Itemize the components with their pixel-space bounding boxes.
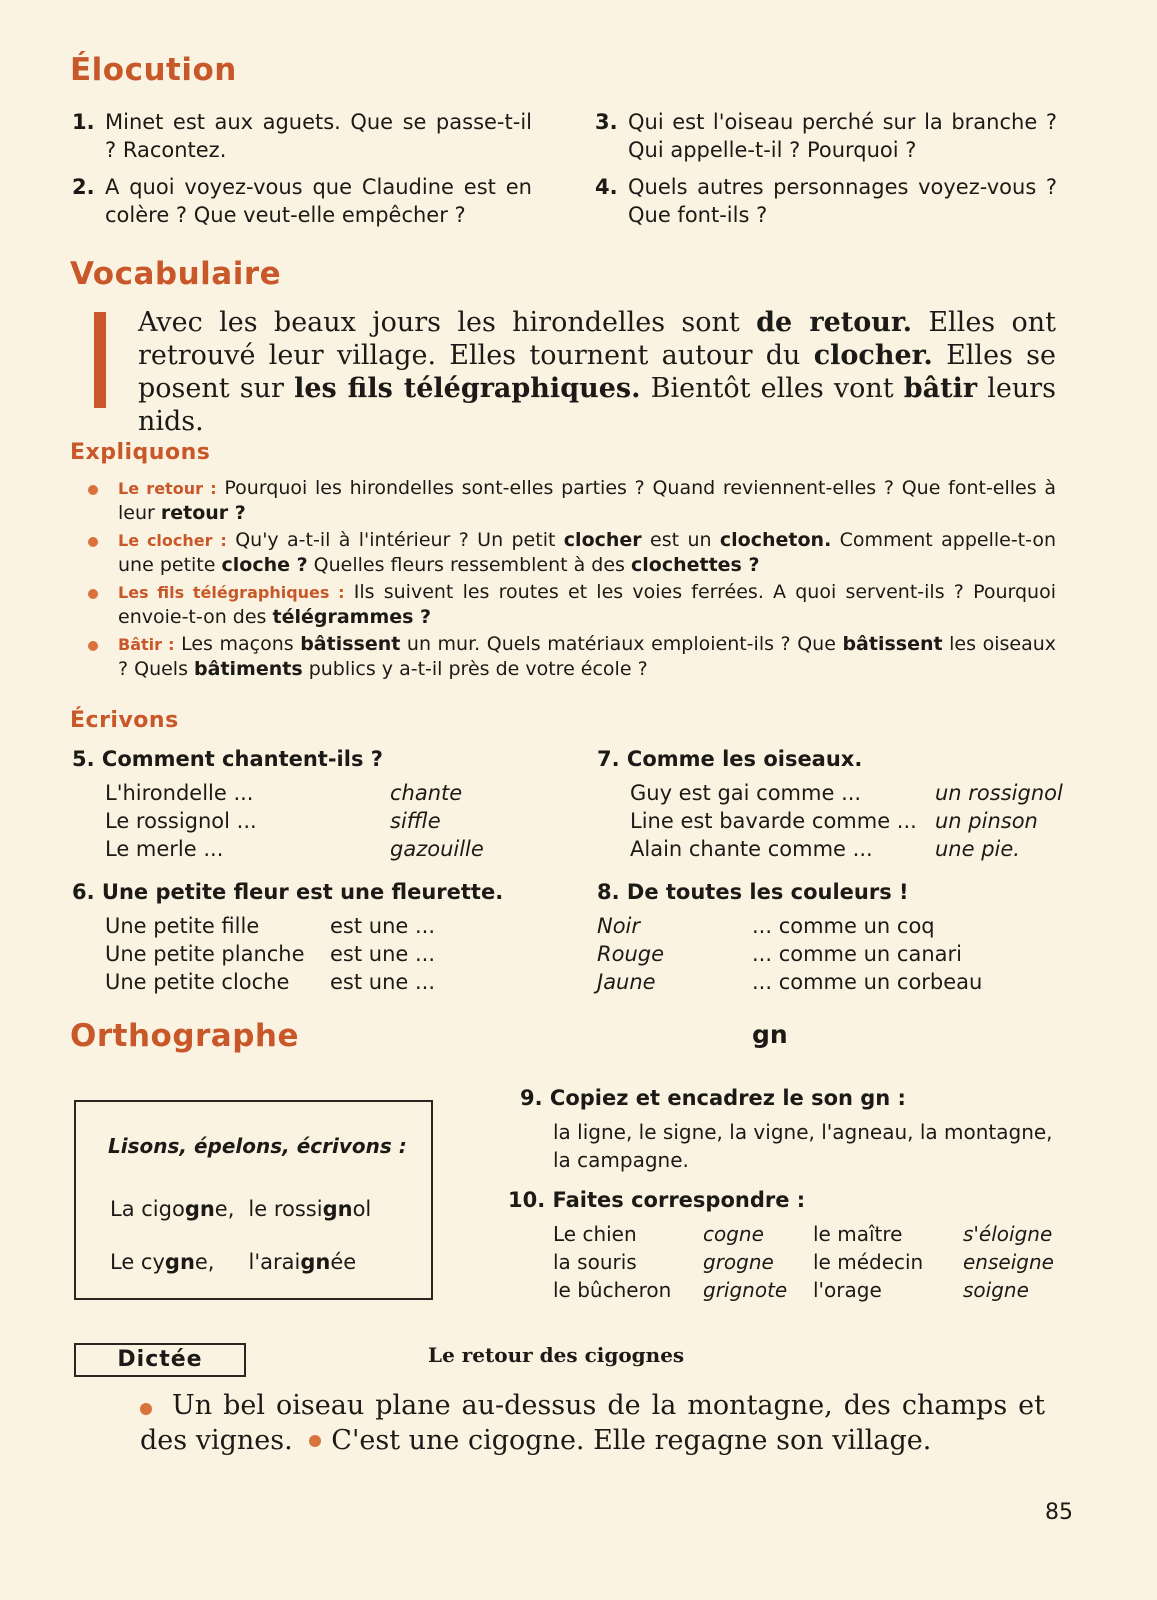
ex10-c4-3: soigne bbox=[963, 1278, 1029, 1302]
bullet-icon bbox=[309, 1435, 321, 1447]
box-title: Lisons, épelons, écrivons : bbox=[108, 1134, 407, 1158]
exercise-5-title: 5. Comment chantent-ils ? bbox=[72, 747, 383, 771]
ex7-right-3: une pie. bbox=[935, 837, 1020, 861]
dictee-label: Dictée bbox=[74, 1343, 246, 1377]
question-2: 2. A quoi voyez-vous que Claudine est en colère ? Que veut-elle empêcher ? bbox=[72, 175, 532, 227]
ex8-left-3: Jaune bbox=[597, 970, 656, 994]
ex10-c4-1: s'éloigne bbox=[963, 1222, 1053, 1246]
ex5-left-1: L'hirondelle ... bbox=[105, 781, 254, 805]
ex5-right-3: gazouille bbox=[390, 837, 484, 861]
expliquons-item-retour: Le retour : Pourquoi les hirondelles sont-elles parties ? Quand reviennent-elles ? Que font-elles à leur retour ? bbox=[118, 477, 1057, 524]
bullet-icon bbox=[88, 485, 98, 495]
ex6-right-1: est une ... bbox=[330, 914, 436, 938]
reading-box bbox=[74, 1100, 433, 1300]
ecrivons-title: Écrivons bbox=[70, 708, 179, 733]
accent-bar bbox=[94, 312, 106, 408]
dictee-title: Le retour des cigognes bbox=[428, 1343, 685, 1367]
question-3: 3. Qui est l'oiseau perché sur la branche ? Qui appelle-t-il ? Pourquoi ? bbox=[595, 110, 1057, 162]
ex6-right-3: est une ... bbox=[330, 970, 436, 994]
exercise-10-title: 10. Faites correspondre : bbox=[508, 1188, 806, 1212]
orthographe-title: Orthographe bbox=[70, 1018, 300, 1054]
ex6-left-1: Une petite fille bbox=[105, 914, 260, 938]
box-row-1: La cigogne, le rossignol bbox=[110, 1197, 372, 1221]
exercise-6-title: 6. Une petite fleur est une fleurette. bbox=[72, 880, 504, 904]
ex10-c1-2: la souris bbox=[553, 1250, 637, 1274]
question-4: 4. Quels autres personnages voyez-vous ? Que font-ils ? bbox=[595, 175, 1057, 227]
ex7-left-1: Guy est gai comme ... bbox=[630, 781, 862, 805]
ex7-left-3: Alain chante comme ... bbox=[630, 837, 873, 861]
ex10-c1-3: le bûcheron bbox=[553, 1278, 672, 1302]
ex10-c1-1: Le chien bbox=[553, 1222, 637, 1246]
ex7-left-2: Line est bavarde comme ... bbox=[630, 809, 917, 833]
ex8-right-3: ... comme un corbeau bbox=[752, 970, 983, 994]
exercise-8-title: 8. De toutes les couleurs ! bbox=[597, 880, 909, 904]
bullet-icon bbox=[88, 537, 98, 547]
exercise-7-title: 7. Comme les oiseaux. bbox=[597, 747, 863, 771]
ex10-c2-3: grignote bbox=[703, 1278, 788, 1302]
vocabulaire-text: Avec les beaux jours les hirondelles sont de retour. Elles ont retrouvé leur village. Elles tournent autour du clocher. Elles se posent sur les fils télégraphiques. Bientôt elles vont bâtir leurs nids. bbox=[138, 307, 1056, 437]
expliquons-item-batir: Bâtir : Les maçons bâtissent un mur. Quels matériaux emploient-ils ? Que bâtissent les oiseaux ? Quels bâtiments publics y a-t-il près de votre école ? bbox=[118, 633, 1057, 680]
elocution-title: Élocution bbox=[70, 52, 237, 88]
ex5-right-2: siffle bbox=[390, 809, 441, 833]
ex7-right-2: un pinson bbox=[935, 809, 1038, 833]
ex10-c2-2: grogne bbox=[703, 1250, 774, 1274]
ex6-left-2: Une petite planche bbox=[105, 942, 305, 966]
ex8-right-1: ... comme un coq bbox=[752, 914, 935, 938]
ex8-left-2: Rouge bbox=[597, 942, 664, 966]
vocabulaire-title: Vocabulaire bbox=[70, 256, 282, 292]
ex5-left-2: Le rossignol ... bbox=[105, 809, 257, 833]
expliquons-item-clocher: Le clocher : Qu'y a-t-il à l'intérieur ? Un petit clocher est un clocheton. Comment appelle-t-on une petite cloche ? Quelles fleurs ressemblent à des clochettes ? bbox=[118, 529, 1057, 576]
ex7-right-1: un rossignol bbox=[935, 781, 1063, 805]
ex10-c4-2: enseigne bbox=[963, 1250, 1054, 1274]
sound-label: gn bbox=[752, 1020, 788, 1049]
exercise-9-title: 9. Copiez et encadrez le son gn : bbox=[520, 1086, 906, 1110]
ex5-right-1: chante bbox=[390, 781, 463, 805]
ex10-c3-1: le maître bbox=[813, 1222, 903, 1246]
box-row-2: Le cygne, l'araignée bbox=[110, 1250, 357, 1274]
exercise-9-text: la ligne, le signe, la vigne, l'agneau, la montagne, la campagne. bbox=[553, 1120, 1053, 1172]
bullet-icon bbox=[88, 641, 98, 651]
expliquons-title: Expliquons bbox=[70, 440, 211, 465]
ex6-right-2: est une ... bbox=[330, 942, 436, 966]
ex8-right-2: ... comme un canari bbox=[752, 942, 962, 966]
ex10-c3-2: le médecin bbox=[813, 1250, 924, 1274]
dictee-text: Un bel oiseau plane au-dessus de la montagne, des champs et des vignes. C'est une cigogne. Elle regagne son village. bbox=[140, 1390, 1045, 1456]
ex10-c3-3: l'orage bbox=[813, 1278, 882, 1302]
page-number: 85 bbox=[1045, 1500, 1073, 1525]
ex10-c2-1: cogne bbox=[703, 1222, 764, 1246]
bullet-icon bbox=[88, 589, 98, 599]
ex5-left-3: Le merle ... bbox=[105, 837, 224, 861]
expliquons-item-fils: Les fils télégraphiques : Ils suivent les routes et les voies ferrées. A quoi servent-ils ? Pourquoi envoie-t-on des télégrammes ? bbox=[118, 581, 1057, 628]
ex8-left-1: Noir bbox=[597, 914, 641, 938]
ex6-left-3: Une petite cloche bbox=[105, 970, 290, 994]
question-1: 1. Minet est aux aguets. Que se passe-t-il ? Racontez. bbox=[72, 110, 532, 162]
